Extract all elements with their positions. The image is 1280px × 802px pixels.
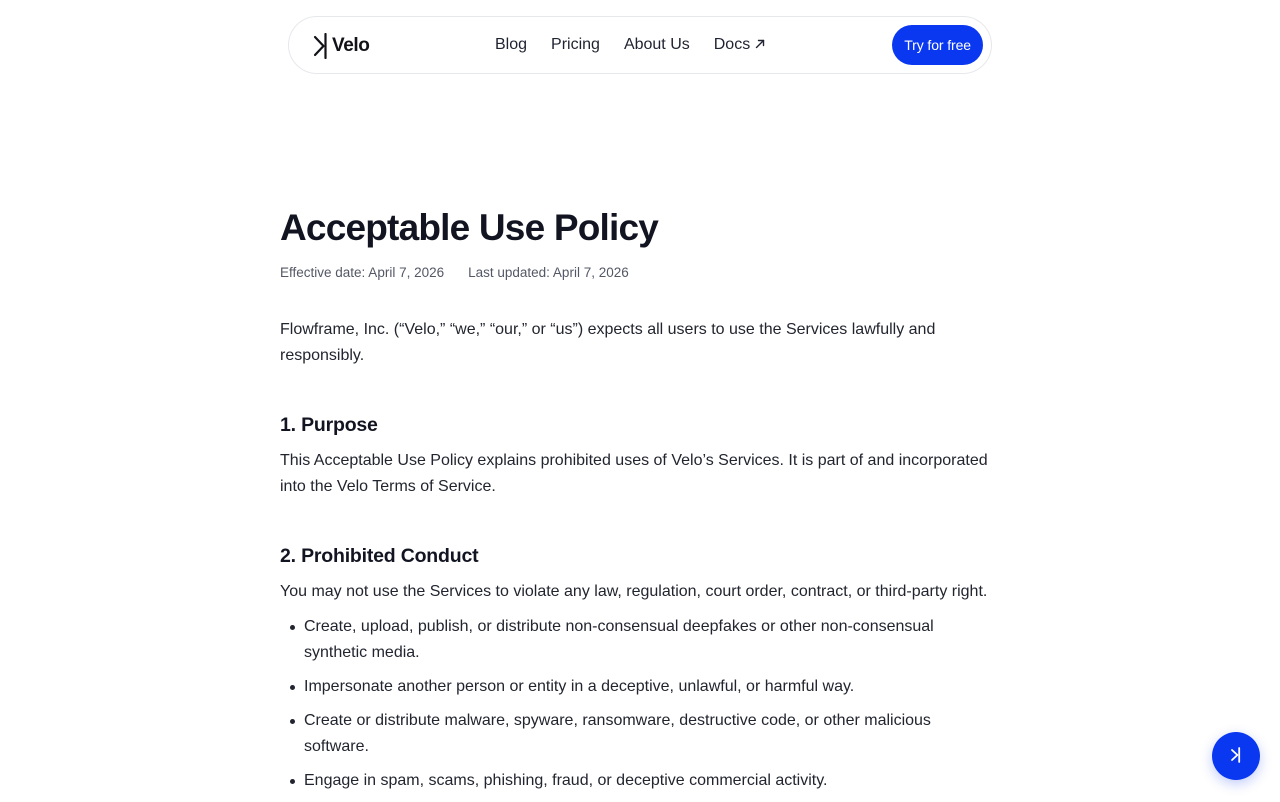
list-item: Engage in spam, scams, phishing, fraud, or deceptive commercial activity. <box>304 768 1002 794</box>
effective-date: Effective date: April 7, 2026 <box>280 265 445 280</box>
section-heading-prohibited-conduct: 2. Prohibited Conduct <box>280 545 479 567</box>
nav-links <box>495 17 765 73</box>
policy-dates <box>280 262 1002 284</box>
list-item: Create, upload, publish, or distribute non-consensual deepfakes or other non-consensual synthetic media. <box>304 614 1002 666</box>
nav-link-docs[interactable] <box>714 35 765 55</box>
velo-logo-icon <box>313 33 329 59</box>
nav-link-pricing[interactable]: Pricing <box>551 36 600 53</box>
top-nav <box>288 16 992 74</box>
nav-link-about-us[interactable]: About Us <box>623 36 690 53</box>
logo-link[interactable] <box>313 33 369 59</box>
arrow-up-right-icon <box>755 35 765 55</box>
policy-article <box>280 200 1002 802</box>
list-item: Create or distribute malware, spyware, ransomware, destructive code, or other malicious software. <box>304 708 1002 760</box>
intro-paragraph: Flowframe, Inc. (“Velo,” “we,” “our,” or “us”) expects all users to use the Services lawfully and responsibly. <box>280 321 936 364</box>
velo-logo-icon <box>1230 747 1242 766</box>
section-body-prohibited-conduct: You may not use the Services to violate any law, regulation, court order, contract, or third-party right. <box>280 583 988 600</box>
last-updated-date: Last updated: April 7, 2026 <box>468 265 629 280</box>
section-body-purpose: This Acceptable Use Policy explains prohibited uses of Velo’s Services. It is part of and incorporated into the Velo Terms of Service. <box>280 452 988 495</box>
try-for-free-button[interactable]: Try for free <box>892 25 983 65</box>
page-title: Acceptable Use Policy <box>280 207 659 248</box>
nav-link-docs-label: Docs <box>713 36 751 53</box>
prohibited-conduct-list <box>280 614 1002 794</box>
list-item: Impersonate another person or entity in a deceptive, unlawful, or harmful way. <box>304 674 1002 700</box>
logo-text: Velo <box>332 35 370 56</box>
section-heading-purpose: 1. Purpose <box>280 414 378 436</box>
chat-launcher-button[interactable] <box>1212 732 1260 780</box>
nav-link-blog[interactable]: Blog <box>495 36 528 53</box>
